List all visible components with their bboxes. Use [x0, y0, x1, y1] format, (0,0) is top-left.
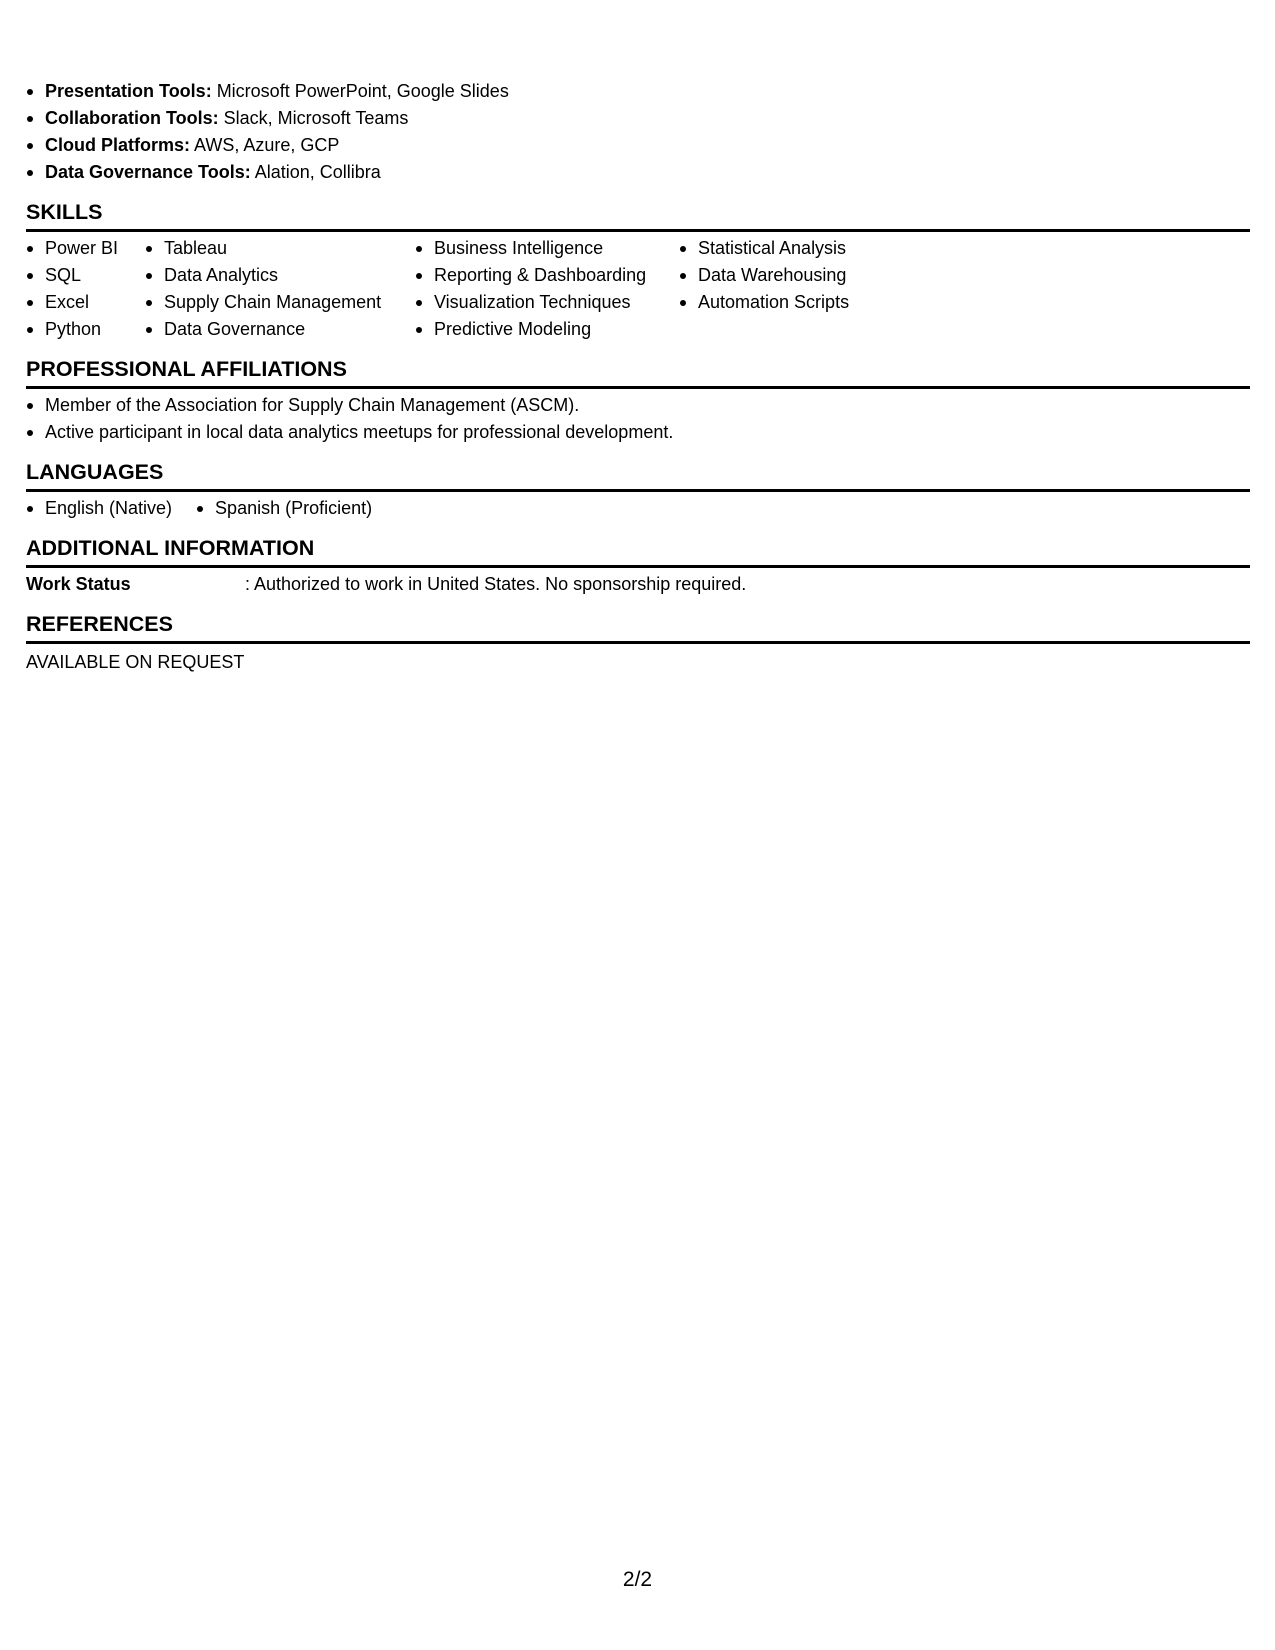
skill-item: Business Intelligence [415, 235, 659, 262]
languages-list [26, 495, 1250, 522]
work-status-label: Work Status [26, 574, 131, 594]
affiliation-item: Member of the Association for Supply Chain Management (ASCM). [26, 392, 1250, 419]
affiliations-heading: PROFESSIONAL AFFILIATIONS [26, 355, 1250, 389]
skill-item: Excel [26, 289, 126, 316]
references-text: AVAILABLE ON REQUEST [26, 652, 245, 672]
skills-column [679, 235, 879, 343]
skill-item: Data Analytics [145, 262, 395, 289]
tools-item [26, 105, 1250, 132]
skill-item: Tableau [145, 235, 395, 262]
affiliations-section [26, 355, 1250, 446]
work-status-value: : Authorized to work in United States. No sponsorship required. [245, 574, 747, 594]
page-number: 2/2 [622, 1568, 653, 1591]
skill-item: Data Governance [145, 316, 395, 343]
tools-item [26, 78, 1250, 105]
additional-info-section [26, 534, 1250, 598]
skills-column [26, 235, 126, 343]
skill-item: Statistical Analysis [679, 235, 879, 262]
skill-item: Reporting & Dashboarding [415, 262, 659, 289]
skill-item: Data Warehousing [679, 262, 879, 289]
tools-item-label: Collaboration Tools: [45, 108, 219, 128]
references-section [26, 610, 1250, 677]
skill-item: Automation Scripts [679, 289, 879, 316]
skill-item: Visualization Techniques [415, 289, 659, 316]
skill-item: Supply Chain Management [145, 289, 395, 316]
tools-item-value: Alation, Collibra [250, 162, 381, 182]
language-item: Spanish (Proficient) [196, 495, 372, 522]
tools-item-value: Slack, Microsoft Teams [218, 108, 409, 128]
skills-grid [26, 235, 1250, 343]
tools-item-label: Data Governance Tools: [45, 162, 251, 182]
languages-section [26, 458, 1250, 522]
skills-column [145, 235, 395, 343]
work-status-row [26, 571, 1250, 598]
skills-section [26, 198, 1250, 343]
tools-item-label: Presentation Tools: [45, 81, 212, 101]
affiliations-list [26, 392, 1250, 446]
tools-item [26, 159, 1250, 186]
skills-column [415, 235, 659, 343]
additional-info-heading: ADDITIONAL INFORMATION [26, 534, 1250, 568]
references-heading: REFERENCES [26, 610, 1250, 644]
tools-list [26, 78, 1250, 186]
affiliation-item: Active participant in local data analytics meetups for professional development. [26, 419, 1250, 446]
language-item: English (Native) [26, 495, 172, 522]
tools-item-value: Microsoft PowerPoint, Google Slides [211, 81, 509, 101]
skill-item: Power BI [26, 235, 126, 262]
skill-item: Predictive Modeling [415, 316, 659, 343]
resume-page [26, 78, 1250, 677]
skill-item: SQL [26, 262, 126, 289]
tools-item [26, 132, 1250, 159]
tools-item-label: Cloud Platforms: [45, 135, 191, 155]
languages-heading: LANGUAGES [26, 458, 1250, 492]
skill-item: Python [26, 316, 126, 343]
skills-heading: SKILLS [26, 198, 1250, 232]
tools-item-value: AWS, Azure, GCP [190, 135, 340, 155]
